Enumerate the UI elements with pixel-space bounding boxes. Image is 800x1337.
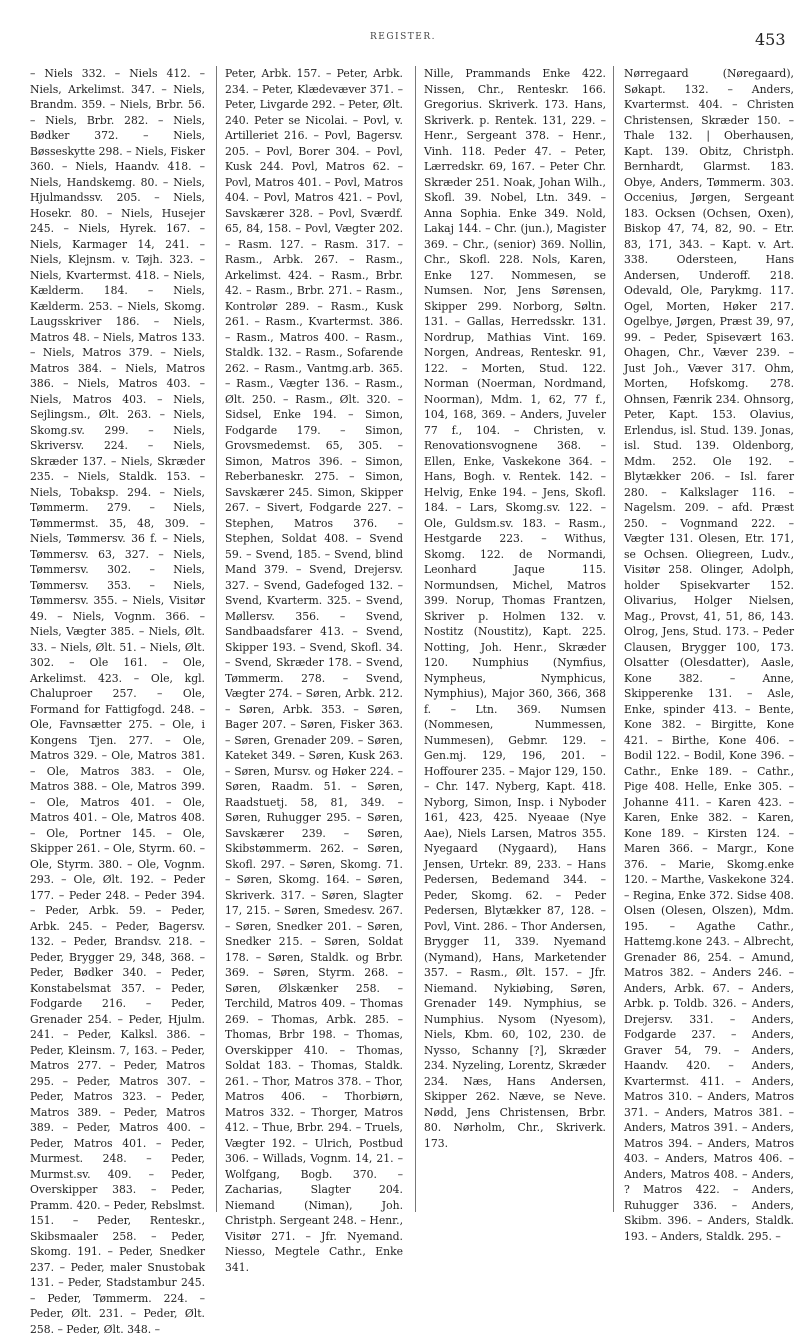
index-column-4-text: Nørregaard (Nøregaard), Søkapt. 132. – Anders, Kvartermst. 404. – Christen Christensen, Skræder 150. – Thale 132. | Oberhausen, Kapt. 139. Obitz, Christph. Bernhardt, Glarmst. 183. Obye, Anders, Tømmerm. 303. Occenius, Jørgen, Sergeant 183. Ocksen (Ochsen, Oxen), Biskop 47, 74, 82, 90. – Etr. 83, 171, 343. – Kapt. v. Art. 338. Odersteen, Hans Andersen, Underoff. 218. Odevald, Ole, Parykmg. 117. Ogel, Morten, Høker 217. Ogelbye, Jørgen, Præst 39, 97, 99. – Peder, Spisevært 163. Ohagen, Chr., Væver 239. – Just Joh., Væver 317. Ohm, Morten, Hofskomg. 278. Ohnsen, Fænrik 234. Ohnsorg, Peter, Kapt. 153. Olavius, Erlendus, isl. Stud. 139. Jonas, isl. Stud. 139. Oldenborg, Mdm. 252. Ole 192. – Blytækker 206. – Isl. farer 280. – Kalkslager 116. – Nagelsm. 209. – afd. Præst 250. – Vognmand 222. – Vægter 131. Olesen, Etr. 171, se Ochsen. Oliegreen, Ludv., Visitør 258. Olinger, Adolph, holder Spisekvarter 152. Olivarius, Holger Nielsen, Mag., Provst, 41, 51, 86, 143. Olrog, Jens, Stud. 173. – Peder Clausen, Brygger 100, 173. Olsatter (Olesdatter), Aasle, Kone 382. – Anne, Skipperenke 131. – Asle, Enke, spinder 413. – Bente, Kone 382. – Birgitte, Kone 421. – Birthe, Kone 406. – Bodil 122. – Bodil, Kone 396. – Cathr., Enke 189. – Cathr., Pige 408. Helle, Enke 305. – Johanne 411. – Karen 423. – Karen, Enke 382. – Karen, Kone 189. – Kirsten 124. – Maren 366. – Margr., Kone 376. – Marie, Skomg.enke 120. – Marthe, Vaskekone 324. – Regina, Enke 372. Sidse 408. Olsen (Olesen, Olszen), Mdm. 195. – Agathe Cathr., Hattemg.kone 243. – Albrecht, Grenader 86, 254. – Amund, Matros 382. – Anders 246. – Anders, Arbk. 67. – Anders, Arbk. p. Toldb. 326. – Anders, Drejersv. 331. – Anders, Fodgarde 237. – Anders, Graver 54, 79. – Anders, Haandv. 420. – Anders, Kvartermst. 411. – Anders, Matros 310. – Anders, Matros 371. – Anders, Matros 381. – Anders, Matros 391. – Anders, Matros 394. – Anders, Matros 403. – Anders, Matros 406. – Anders, Matros 408. – Anders, ? Matros 422. – Anders, Ruhugger 336. – Anders, Skibm. 396. – Anders, Staldk. 193. – Anders, Staldk. 295. – [624, 67, 794, 1243]
column-divider [613, 66, 614, 1212]
column-divider [415, 66, 416, 1212]
index-column-4 [624, 66, 794, 1243]
index-column-3 [424, 66, 606, 1214]
running-head: REGISTER. [370, 32, 436, 42]
column-divider [216, 66, 217, 1212]
index-column-1-text: – Niels 332. – Niels 412. – Niels, Arkelimst. 347. – Niels, Brandm. 359. – Niels, Brbr. 56. – Niels, Brbr. 282. – Niels, Bødker 372. – Niels, Bøsseskytte 298. – Niels, Fisker 360. – Niels, Haandv. 418. – Niels, Handskemg. 80. – Niels, Hjulmandssv. 205. – Niels, Hosekr. 80. – Niels, Husejer 245. – Niels, Hyrek. 167. – Niels, Karmager 14, 241. – Niels, Klejnsm. v. Tøjh. 323. – Niels, Kvartermst. 418. – Niels, Kælderm. 184. – Niels, Kælderm. 253. – Niels, Skomg. Laugsskriver 186. – Niels, Matros 48. – Niels, Matros 133. – Niels, Matros 379. – Niels, Matros 384. – Niels, Matros 386. – Niels, Matros 403. – Niels, Matros 403. – Niels, Sejlingsm., Ølt. 263. – Niels, Skomg.sv. 299. – Niels, Skriversv. 224. – Niels, Skræder 137. – Niels, Skræder 235. – Niels, Staldk. 153. – Niels, Tobaksp. 294. – Niels, Tømmerm. 279. – Niels, Tømmermst. 35, 48, 309. – Niels, Tømmersv. 36 f. – Niels, Tømmersv. 63, 327. – Niels, Tømmersv. 302. – Niels, Tømmersv. 353. – Niels, Tømmersv. 355. – Niels, Visitør 49. – Niels, Vognm. 366. – Niels, Vægter 385. – Niels, Ølt. 33. – Niels, Ølt. 51. – Niels, Ølt. 302. – Ole 161. – Ole, Arkelimst. 423. – Ole, kgl. Chaluproer 257. – Ole, Formand for Fattigfogd. 248. – Ole, Favnsætter 275. – Ole, i Kongens Tjen. 277. – Ole, Matros 329. – Ole, Matros 381. – Ole, Matros 383. – Ole, Matros 388. – Ole, Matros 399. – Ole, Matros 401. – Ole, Matros 401. – Ole, Matros 408. – Ole, Portner 145. – Ole, Skipper 261. – Ole, Styrm. 60. – Ole, Styrm. 380. – Ole, Vognm. 293. – Ole, Ølt. 192. – Peder 177. – Peder 248. – Peder 394. – Peder, Arbk. 59. – Peder, Arbk. 245. – Peder, Bagersv. 132. – Peder, Brandsv. 218. – Peder, Brygger 29, 348, 368. – Peder, Bødker 340. – Peder, Konstabelsmat 357. – Peder, Fodgarde 216. – Peder, Grenader 254. – Peder, Hjulm. 241. – Peder, Kalksl. 386. – Peder, Kleinsm. 7, 163. – Peder, Matros 277. – Peder, Matros 295. – Peder, Matros 307. – Peder, Matros 323. – Peder, Matros 389. – Peder, Matros 389. – Peder, Matros 400. – Peder, Matros 401. – Peder, Murmest. 248. – Peder, Murmst.sv. 409. – Peder, Overskipper 383. – Peder, Pramm. 420. – Peder, Rebslmst. 151. – Peder, Renteskr., Skibsmaaler 258. – Peder, Skomg. 191. – Peder, Snedker 237. – Peder, maler Snustobak 131. – Peder, Stadstambur 245. – Peder, Tømmerm. 224. – Peder, Ølt. 231. – Peder, Ølt. 258. – Peder, Ølt. 348. – [30, 67, 205, 1336]
index-column-1 [30, 66, 205, 1336]
page-header [0, 30, 800, 52]
index-column-2-text: Peter, Arbk. 157. – Peter, Arbk. 234. – Peter, Klædevæver 371. – Peter, Livgarde 292. – Peter, Ølt. 240. Peter se Nicolai. – Povl, v. Artilleriet 216. – Povl, Bagersv. 205. – Povl, Borer 304. – Povl, Kusk 244. Povl, Matros 62. – Povl, Matros 401. – Povl, Matros 404. – Povl, Matros 421. – Povl, Savskærer 328. – Povl, Sværdf. 65, 84, 158. – Povl, Vægter 202. – Rasm. 127. – Rasm. 317. – Rasm., Arbk. 267. – Rasm., Arkelimst. 424. – Rasm., Brbr. 42. – Rasm., Brbr. 271. – Rasm., Kontrolør 289. – Rasm., Kusk 261. – Rasm., Kvartermst. 386. – Rasm., Matros 400. – Rasm., Staldk. 132. – Rasm., Sofarende 262. – Rasm., Vantmg.arb. 365. – Rasm., Vægter 136. – Rasm., Ølt. 250. – Rasm., Ølt. 320. – Sidsel, Enke 194. – Simon, Fodgarde 179. – Simon, Grovsmedemst. 65, 305. – Simon, Matros 396. – Simon, Reberbaneskr. 275. – Simon, Savskærer 245. Simon, Skipper 267. – Sivert, Fodgarde 227. – Stephen, Matros 376. – Stephen, Soldat 408. – Svend 59. – Svend, 185. – Svend, blind Mand 379. – Svend, Drejersv. 327. – Svend, Gadefoged 132. – Svend, Kvarterm. 325. – Svend, Møllersv. 356. – Svend, Sandbaadsfarer 413. – Svend, Skipper 193. – Svend, Skofl. 34. – Svend, Skræder 178. – Svend, Tømmerm. 278. – Svend, Vægter 274. – Søren, Arbk. 212. – Søren, Arbk. 353. – Søren, Bager 207. – Søren, Fisker 363. – Søren, Grenader 209. – Søren, Kateket 349. – Søren, Kusk 263. – Søren, Mursv. og Høker 224. – Søren, Raadm. 51. – Søren, Raadstuetj. 58, 81, 349. – Søren, Ruhugger 295. – Søren, Savskærer 239. – Søren, Skibstømmerm. 262. – Søren, Skofl. 297. – Søren, Skomg. 71. – Søren, Skomg. 164. – Søren, Skriverk. 317. – Søren, Slagter 17, 215. – Søren, Smedesv. 267. – Søren, Snedker 201. – Søren, Snedker 215. – Søren, Soldat 178. – Søren, Staldk. og Brbr. 369. – Søren, Styrm. 268. – Søren, Ølskænker 258. – Terchild, Matros 409. – Thomas 269. – Thomas, Arbk. 285. – Thomas, Brbr 198. – Thomas, Overskipper 410. – Thomas, Soldat 183. – Thomas, Staldk. 261. – Thor, Matros 378. – Thor, Matros 406. – Thorbiørn, Matros 332. – Thorger, Matros 412. – Thue, Brbr. 294. – Truels, Vægter 192. – Ulrich, Postbud 306. – Willads, Vognm. 14, 21. – Wolfgang, Bogb. 370. – Zacharias, Slagter 204. Niemand (Niman), Joh. Christph. Sergeant 248. – Henr., Visitør 271. – Jfr. Nyemand. Niesso, Megtele Cathr., Enke 341. [225, 67, 403, 1274]
page-number: 453 [755, 30, 786, 49]
index-column-2 [225, 66, 403, 1274]
register-columns [30, 66, 794, 1336]
index-column-3-text: Nille, Prammands Enke 422. Nissen, Chr., Renteskr. 166. Gregorius. Skriverk. 173. Hans, Skriverk. p. Rentek. 131, 229. – Henr., Sergeant 378. – Henr., Vinh. 118. Peder 47. – Peter, Lærredskr. 69, 167. – Peter Chr. Skræder 251. Noak, Johan Wilh., Skofl. 39. Nobel, Ltn. 349. – Anna Sophia. Enke 349. Nold, Lakaj 144. – Chr. (jun.), Magister 369. – Chr., (senior) 369. Nollin, Chr., Skofl. 228. Nols, Karen, Enke 127. Nommesen, se Numsen. Nor, Jens Sørensen, Skipper 299. Norborg, Søltn. 131. – Gallas, Herredsskr. 131. Nordrup, Mathias Vint. 169. Norgen, Andreas, Renteskr. 91, 122. – Morten, Stud. 122. Norman (Noerman, Nordmand, Noorman), Mdm. 1, 62, 77 f., 104, 168, 369. – Anders, Juveler 77 f., 104. – Christen, v. Renovationsvognene 368. – Ellen, Enke, Vaskekone 364. – Hans, Bogh. v. Rentek. 142. – Helvig, Enke 194. – Jens, Skofl. 184. – Lars, Skomg.sv. 122. – Ole, Guldsm.sv. 183. – Rasm., Hestgarde 223. – Withus, Skomg. 122. de Normandi, Leonhard Jaque 115. Normundsen, Michel, Matros 399. Norup, Thomas Frantzen, Skriver p. Holmen 132. v. Nostitz (Noustitz), Kapt. 225. Notting, Joh. Henr., Skræder 120. Numphius (Nymfius, Nympheus, Nymphicus, Nymphius), Major 360, 366, 368 f. – Ltn. 369. Numsen (Nommesen, Nummessen, Nummesen), Gebmr. 129. – Gen.mj. 129, 196, 201. – Hoffourer 235. – Major 129, 150. – Chr. 147. Nyberg, Kapt. 418. Nyborg, Simon, Insp. i Nyboder 161, 423, 425. Nyeaae (Nye Aae), Niels Larsen, Matros 355. Nyegaard (Nygaard), Hans Jensen, Urtekr. 89, 233. – Hans Pedersen, Bedemand 344. – Peder, Skomg. 62. – Peder Pedersen, Blytækker 87, 128. – Povl, Vint. 286. – Thor Andersen, Brygger 11, 339. Nyemand (Nymand), Hans, Marketender 357. – Rasm., Ølt. 157. – Jfr. Niemand. Nykiøbing, Søren, Grenader 149. Nymphius, se Numphius. Nysom (Nyesom), Niels, Kbm. 60, 102, 230. de Nysso, Schanny [?], Skræder 234. Nyzeling, Lorentz, Skræder 234. Næs, Hans Andersen, Skipper 262. Næve, se Neve. Nødd, Jens Christensen, Brbr. 80. Nørholm, Chr., Skriverk. 173. [424, 67, 606, 1150]
